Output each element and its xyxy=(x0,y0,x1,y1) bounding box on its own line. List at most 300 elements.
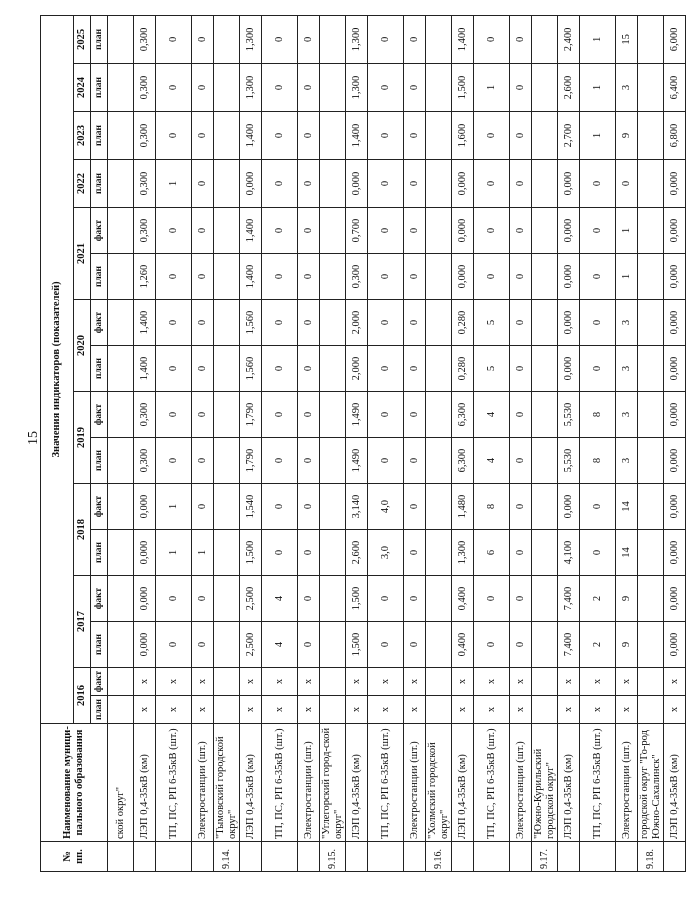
value-cell xyxy=(638,392,664,438)
value-cell: х xyxy=(156,696,192,724)
value-cell: 0 xyxy=(368,254,404,300)
value-cell: 3,140 xyxy=(346,484,368,530)
value-cell: 0,000 xyxy=(664,392,686,438)
value-cell: 1,400 xyxy=(134,346,156,392)
header-plan: план xyxy=(91,530,108,576)
value-cell: 1 xyxy=(580,112,616,160)
value-cell: 4,0 xyxy=(368,484,404,530)
value-cell: 1,400 xyxy=(240,254,262,300)
value-cell: 0 xyxy=(474,208,510,254)
value-cell xyxy=(320,254,346,300)
value-cell xyxy=(532,254,558,300)
value-cell: 1,540 xyxy=(240,484,262,530)
value-cell: 0 xyxy=(156,392,192,438)
value-cell: х xyxy=(368,668,404,696)
value-cell xyxy=(426,438,452,484)
value-cell: 0,000 xyxy=(134,530,156,576)
value-cell: 0,300 xyxy=(134,64,156,112)
row-number xyxy=(108,842,134,872)
value-cell: 3 xyxy=(616,300,638,346)
value-cell: 0 xyxy=(510,530,532,576)
value-cell xyxy=(108,64,134,112)
value-cell xyxy=(532,112,558,160)
value-cell: 9 xyxy=(616,622,638,668)
value-cell: 0,000 xyxy=(664,622,686,668)
value-cell: 2,700 xyxy=(558,112,580,160)
row-number xyxy=(474,842,510,872)
value-cell: 0 xyxy=(156,112,192,160)
value-cell xyxy=(108,15,134,63)
value-cell: 1,500 xyxy=(346,622,368,668)
value-cell: 7,400 xyxy=(558,622,580,668)
value-cell: 0 xyxy=(616,160,638,208)
value-cell: 0 xyxy=(192,392,214,438)
row-number xyxy=(240,842,262,872)
value-cell xyxy=(638,346,664,392)
value-cell xyxy=(214,392,240,438)
value-cell xyxy=(532,300,558,346)
value-cell: 1,490 xyxy=(346,392,368,438)
value-cell xyxy=(532,15,558,63)
value-cell: 0 xyxy=(262,254,298,300)
value-cell: 1,400 xyxy=(346,112,368,160)
value-cell: 0 xyxy=(262,15,298,63)
value-cell xyxy=(214,112,240,160)
value-cell xyxy=(214,208,240,254)
value-cell: 0,000 xyxy=(452,208,474,254)
value-cell: х xyxy=(580,696,616,724)
value-cell xyxy=(320,346,346,392)
value-cell xyxy=(638,622,664,668)
value-cell: 0 xyxy=(368,208,404,254)
value-cell xyxy=(214,15,240,63)
value-cell: 5,530 xyxy=(558,392,580,438)
header-year-2016: 2016 xyxy=(74,668,91,724)
value-cell: 0 xyxy=(262,392,298,438)
value-cell: 7,400 xyxy=(558,576,580,622)
value-cell: 1,400 xyxy=(452,15,474,63)
value-cell: 0 xyxy=(368,346,404,392)
value-cell: 0 xyxy=(404,64,426,112)
value-cell xyxy=(214,300,240,346)
value-cell: 0,300 xyxy=(134,15,156,63)
row-number xyxy=(262,842,298,872)
value-cell xyxy=(532,530,558,576)
value-cell: 1,300 xyxy=(346,64,368,112)
value-cell: 1 xyxy=(580,15,616,63)
value-cell xyxy=(532,208,558,254)
value-cell: 1,300 xyxy=(346,15,368,63)
row-number xyxy=(156,842,192,872)
table-row xyxy=(156,15,192,871)
value-cell xyxy=(426,668,452,696)
value-cell: 0,000 xyxy=(134,576,156,622)
value-cell: 0 xyxy=(510,438,532,484)
value-cell: 0 xyxy=(404,392,426,438)
value-cell xyxy=(320,392,346,438)
value-cell: 0 xyxy=(368,622,404,668)
value-cell: х xyxy=(558,668,580,696)
value-cell: 0 xyxy=(580,300,616,346)
row-name: "Тымовский городской округ" xyxy=(214,724,240,842)
value-cell xyxy=(426,392,452,438)
value-cell: 6,000 xyxy=(664,15,686,63)
indicators-table xyxy=(40,15,686,872)
value-cell: 0,300 xyxy=(134,160,156,208)
row-name: Электростанции (шт.) xyxy=(616,724,638,842)
value-cell xyxy=(426,576,452,622)
value-cell: х xyxy=(474,696,510,724)
row-name: ЛЭП 0,4-35кВ (км) xyxy=(240,724,262,842)
value-cell xyxy=(638,484,664,530)
value-cell: 0,700 xyxy=(346,208,368,254)
value-cell: 0 xyxy=(404,530,426,576)
value-cell: 0 xyxy=(368,300,404,346)
value-cell xyxy=(638,208,664,254)
value-cell: 0 xyxy=(192,622,214,668)
row-name: ТП, ПС, РП 6-35кВ (шт.) xyxy=(368,724,404,842)
header-name: Наименование муници-пального образования xyxy=(41,724,108,842)
table-row xyxy=(664,15,686,871)
value-cell: 0 xyxy=(404,484,426,530)
row-name: Электростанции (шт.) xyxy=(404,724,426,842)
table-row xyxy=(240,15,262,871)
header-year-2024: 2024 xyxy=(74,64,91,112)
value-cell xyxy=(426,530,452,576)
value-cell xyxy=(108,484,134,530)
value-cell: 8 xyxy=(580,438,616,484)
value-cell: 2,500 xyxy=(240,622,262,668)
header-plan: план xyxy=(91,696,108,724)
value-cell xyxy=(638,160,664,208)
value-cell xyxy=(426,300,452,346)
value-cell: 1 xyxy=(156,484,192,530)
value-cell xyxy=(214,64,240,112)
row-name: "Южно-Курильский городской округ" xyxy=(532,724,558,842)
value-cell: 0 xyxy=(156,438,192,484)
table-row xyxy=(638,15,664,871)
value-cell: 0 xyxy=(368,438,404,484)
table-row xyxy=(134,15,156,871)
value-cell xyxy=(638,15,664,63)
value-cell: 0 xyxy=(262,160,298,208)
row-number xyxy=(404,842,426,872)
value-cell xyxy=(320,576,346,622)
value-cell xyxy=(214,438,240,484)
value-cell xyxy=(426,208,452,254)
value-cell: 0,000 xyxy=(664,530,686,576)
row-name: ТП, ПС, РП 6-35кВ (шт.) xyxy=(156,724,192,842)
value-cell xyxy=(426,160,452,208)
header-year-2020: 2020 xyxy=(74,300,91,392)
value-cell: 0,000 xyxy=(664,300,686,346)
value-cell xyxy=(108,346,134,392)
value-cell xyxy=(426,15,452,63)
value-cell: 0,000 xyxy=(664,576,686,622)
value-cell xyxy=(638,696,664,724)
value-cell: 14 xyxy=(616,530,638,576)
value-cell xyxy=(108,160,134,208)
value-cell: 9 xyxy=(616,576,638,622)
header-plan: план xyxy=(91,438,108,484)
value-cell xyxy=(320,696,346,724)
header-year-2025: 2025 xyxy=(74,15,91,63)
header-fact: факт xyxy=(91,208,108,254)
value-cell xyxy=(320,530,346,576)
value-cell: 0 xyxy=(510,208,532,254)
value-cell: х xyxy=(298,696,320,724)
row-name: Электростанции (шт.) xyxy=(192,724,214,842)
value-cell xyxy=(108,696,134,724)
value-cell: 0 xyxy=(156,622,192,668)
value-cell: 0 xyxy=(192,346,214,392)
value-cell: 0 xyxy=(298,484,320,530)
value-cell: 1,500 xyxy=(240,530,262,576)
value-cell: 0 xyxy=(510,622,532,668)
row-number xyxy=(134,842,156,872)
value-cell: 0 xyxy=(368,15,404,63)
value-cell: 0 xyxy=(298,15,320,63)
value-cell xyxy=(108,576,134,622)
value-cell xyxy=(214,160,240,208)
value-cell: 0 xyxy=(474,622,510,668)
value-cell: 0 xyxy=(262,64,298,112)
table-row xyxy=(510,15,532,871)
value-cell: 0 xyxy=(262,112,298,160)
value-cell: 1,790 xyxy=(240,392,262,438)
value-cell xyxy=(214,254,240,300)
value-cell: 2,600 xyxy=(558,64,580,112)
header-year-2023: 2023 xyxy=(74,112,91,160)
row-name: ской округ" xyxy=(108,724,134,842)
value-cell: х xyxy=(404,696,426,724)
value-cell xyxy=(320,438,346,484)
value-cell: 8 xyxy=(474,484,510,530)
row-number xyxy=(346,842,368,872)
value-cell: 0,000 xyxy=(240,160,262,208)
table-body xyxy=(108,15,686,871)
value-cell: х xyxy=(558,696,580,724)
value-cell: 2 xyxy=(580,622,616,668)
value-cell: 0 xyxy=(368,64,404,112)
value-cell xyxy=(638,668,664,696)
value-cell: 0 xyxy=(156,15,192,63)
value-cell xyxy=(532,346,558,392)
value-cell: 0 xyxy=(404,254,426,300)
value-cell: 0 xyxy=(298,254,320,300)
value-cell: х xyxy=(346,696,368,724)
value-cell: 0 xyxy=(192,438,214,484)
rotated-table-container xyxy=(40,27,681,872)
value-cell: 3 xyxy=(616,438,638,484)
value-cell: 2,000 xyxy=(346,346,368,392)
value-cell: 1 xyxy=(474,64,510,112)
row-number xyxy=(368,842,404,872)
value-cell xyxy=(214,696,240,724)
value-cell: 0 xyxy=(262,208,298,254)
value-cell: 0 xyxy=(298,208,320,254)
value-cell: 1 xyxy=(156,160,192,208)
value-cell: 0 xyxy=(298,392,320,438)
value-cell xyxy=(214,622,240,668)
value-cell: 0,000 xyxy=(664,484,686,530)
value-cell: 0 xyxy=(298,346,320,392)
value-cell: 2,400 xyxy=(558,15,580,63)
value-cell: 1,560 xyxy=(240,346,262,392)
row-number: 9.14. xyxy=(214,842,240,872)
value-cell xyxy=(532,484,558,530)
header-fact: факт xyxy=(91,392,108,438)
value-cell xyxy=(426,484,452,530)
value-cell: 0 xyxy=(510,112,532,160)
value-cell: 4 xyxy=(262,622,298,668)
value-cell: 0 xyxy=(368,576,404,622)
value-cell: 0 xyxy=(368,392,404,438)
value-cell: 0,000 xyxy=(558,300,580,346)
value-cell: 0,000 xyxy=(452,254,474,300)
value-cell: 0,400 xyxy=(452,622,474,668)
value-cell: 5 xyxy=(474,300,510,346)
value-cell xyxy=(532,392,558,438)
value-cell xyxy=(532,576,558,622)
value-cell xyxy=(214,484,240,530)
row-name: "Углегорский город-ской округ" xyxy=(320,724,346,842)
value-cell xyxy=(108,392,134,438)
value-cell xyxy=(638,64,664,112)
value-cell xyxy=(108,438,134,484)
value-cell: 1 xyxy=(156,530,192,576)
value-cell: х xyxy=(664,696,686,724)
value-cell: 0 xyxy=(404,160,426,208)
value-cell: 0 xyxy=(580,346,616,392)
value-cell: х xyxy=(510,668,532,696)
header-year-2022: 2022 xyxy=(74,160,91,208)
header-fact: факт xyxy=(91,484,108,530)
value-cell: 6,800 xyxy=(664,112,686,160)
table-row xyxy=(532,15,558,871)
value-cell: 0 xyxy=(262,530,298,576)
value-cell: х xyxy=(474,668,510,696)
value-cell: 0 xyxy=(580,254,616,300)
value-cell: х xyxy=(262,696,298,724)
value-cell: х xyxy=(192,668,214,696)
value-cell: 0,000 xyxy=(558,346,580,392)
value-cell: 8 xyxy=(580,392,616,438)
table-row xyxy=(214,15,240,871)
table-row xyxy=(262,15,298,871)
row-name: Электростанции (шт.) xyxy=(298,724,320,842)
row-name: Электростанции (шт.) xyxy=(510,724,532,842)
value-cell xyxy=(320,160,346,208)
value-cell: 0 xyxy=(404,438,426,484)
value-cell: 1 xyxy=(616,208,638,254)
value-cell: 0 xyxy=(156,576,192,622)
row-number xyxy=(298,842,320,872)
value-cell xyxy=(108,112,134,160)
value-cell: х xyxy=(156,668,192,696)
value-cell: 1,260 xyxy=(134,254,156,300)
value-cell xyxy=(532,160,558,208)
value-cell: 0 xyxy=(192,160,214,208)
value-cell: 3 xyxy=(616,64,638,112)
header-row-no: № пп. xyxy=(41,842,108,872)
value-cell xyxy=(320,112,346,160)
value-cell: 1,400 xyxy=(240,208,262,254)
header-fact: факт xyxy=(91,300,108,346)
value-cell: 0 xyxy=(404,208,426,254)
table-row xyxy=(404,15,426,871)
value-cell: 0,000 xyxy=(452,160,474,208)
value-cell: 0,280 xyxy=(452,346,474,392)
value-cell xyxy=(638,300,664,346)
header-fact: факт xyxy=(91,668,108,696)
value-cell: х xyxy=(580,668,616,696)
table-row xyxy=(346,15,368,871)
row-number xyxy=(558,842,580,872)
value-cell: х xyxy=(510,696,532,724)
value-cell xyxy=(638,112,664,160)
value-cell: 6,300 xyxy=(452,392,474,438)
row-number xyxy=(510,842,532,872)
value-cell: 1 xyxy=(616,254,638,300)
value-cell: 0,000 xyxy=(558,254,580,300)
value-cell: 1,560 xyxy=(240,300,262,346)
value-cell: 6,400 xyxy=(664,64,686,112)
value-cell: 0 xyxy=(262,484,298,530)
value-cell xyxy=(638,530,664,576)
value-cell xyxy=(426,112,452,160)
row-number: 9.16. xyxy=(426,842,452,872)
value-cell: 1,500 xyxy=(346,576,368,622)
value-cell: 4 xyxy=(262,576,298,622)
value-cell xyxy=(320,668,346,696)
value-cell: 0 xyxy=(192,112,214,160)
value-cell: 0 xyxy=(404,112,426,160)
value-cell: 0 xyxy=(404,15,426,63)
value-cell: 0,300 xyxy=(134,208,156,254)
table-row xyxy=(616,15,638,871)
row-number xyxy=(580,842,616,872)
value-cell: х xyxy=(616,668,638,696)
value-cell: 0 xyxy=(510,576,532,622)
value-cell xyxy=(320,622,346,668)
row-number xyxy=(192,842,214,872)
header-plan: план xyxy=(91,622,108,668)
value-cell xyxy=(320,208,346,254)
value-cell: 0,000 xyxy=(134,484,156,530)
table-row xyxy=(298,15,320,871)
value-cell xyxy=(108,530,134,576)
value-cell: 9 xyxy=(616,112,638,160)
value-cell: х xyxy=(346,668,368,696)
value-cell: 0,000 xyxy=(664,208,686,254)
value-cell: 0 xyxy=(298,64,320,112)
value-cell: 1,300 xyxy=(452,530,474,576)
row-name: ЛЭП 0,4-35кВ (км) xyxy=(664,724,686,842)
table-row xyxy=(452,15,474,871)
header-year-2018: 2018 xyxy=(74,484,91,576)
value-cell xyxy=(532,438,558,484)
value-cell: х xyxy=(240,668,262,696)
row-name: ЛЭП 0,4-35кВ (км) xyxy=(134,724,156,842)
value-cell: 0 xyxy=(298,438,320,484)
value-cell: 1 xyxy=(192,530,214,576)
row-number: 9.17. xyxy=(532,842,558,872)
value-cell: 0 xyxy=(262,300,298,346)
value-cell xyxy=(638,438,664,484)
value-cell: 3,0 xyxy=(368,530,404,576)
value-cell: 0 xyxy=(474,112,510,160)
